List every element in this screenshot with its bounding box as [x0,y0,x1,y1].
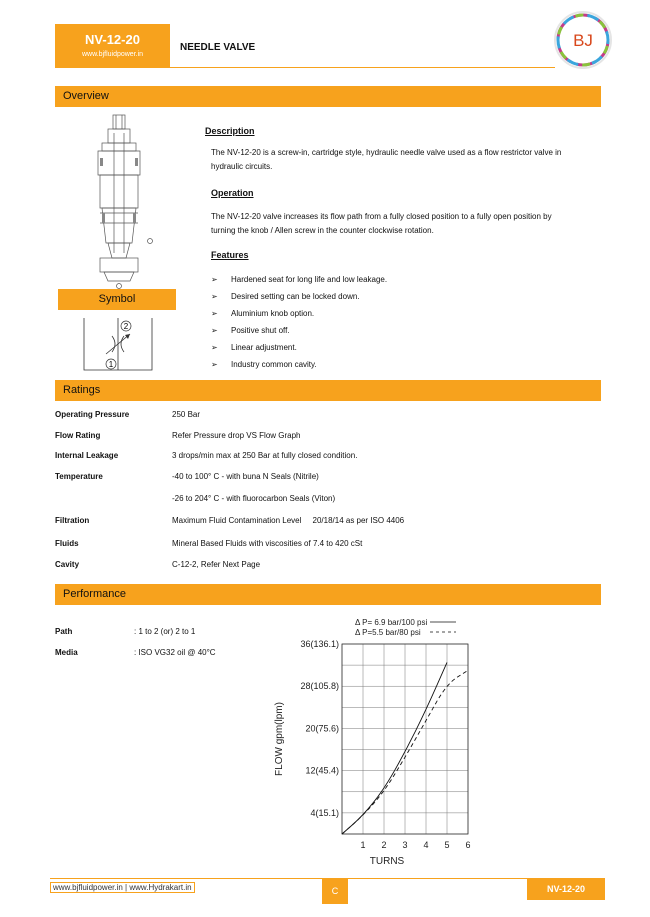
feature-item: ➢ Desired setting can be locked down. [211,292,360,301]
x-tick-label: 5 [444,840,450,850]
bullet-arrow-icon: ➢ [211,275,218,284]
rating-label: Cavity [55,560,80,569]
y-tick-label: 36(136.1) [300,639,339,649]
header-divider [55,67,555,68]
description-heading: Description [205,126,255,136]
company-logo [553,10,613,70]
bullet-arrow-icon: ➢ [211,360,218,369]
header-code-box [55,24,170,68]
rating-value: Mineral Based Fluids with viscosities of 7.4 to 420 cSt [172,539,363,548]
rating-value: 250 Bar [172,410,201,419]
media-label: Media [55,648,78,657]
rating-value: Refer Pressure drop VS Flow Graph [172,431,301,440]
y-axis-label: FLOW gpm(lpm) [274,702,285,776]
operation-text-line2: turning the knob / Allen screw in the counter clockwise rotation. [211,226,434,235]
page-title: NEEDLE VALVE [180,42,256,53]
rating-label: Filtration [55,516,90,525]
legend-label: Δ P=5.5 bar/80 psi [355,628,421,637]
bullet-arrow-icon: ➢ [211,343,218,352]
y-tick-label: 28(105.8) [300,681,339,692]
feature-item: ➢ Hardened seat for long life and low leakage. [211,275,388,284]
series-line-1 [342,662,447,834]
footer-links[interactable]: www.bjfluidpower.in | www.Hydrakart.in [50,882,195,893]
rating-label: Operating Pressure [55,410,130,419]
rating-label: Flow Rating [55,431,101,440]
y-tick-label: 4(15.1) [310,807,339,818]
feature-item: ➢ Linear adjustment. [211,343,297,352]
x-tick-label: 3 [402,840,408,850]
operation-heading: Operation [211,188,254,198]
rating-value: -26 to 204° C - with fluorocarbon Seals (Viton) [172,494,336,503]
svg-text:2: 2 [123,322,129,331]
bullet-arrow-icon: ➢ [211,292,218,301]
features-heading: Features [211,250,249,260]
path-label: Path [55,627,73,636]
feature-item: ➢ Aluminium knob option. [211,309,315,318]
description-text-line2: hydraulic circuits. [211,162,273,171]
x-tick-label: 4 [423,840,429,850]
operation-text-line1: The NV-12-20 valve increases its flow path from a fully closed position to a fully open position by [211,212,552,221]
bullet-arrow-icon: ➢ [211,326,218,335]
x-tick-label: 1 [360,840,366,850]
page-marker: C [322,878,348,904]
media-value: : ISO VG32 oil @ 40°C [134,648,216,657]
features-list [211,275,387,377]
valve-symbol [82,316,154,372]
rating-value: 3 drops/min max at 250 Bar at fully closed condition. [172,451,358,460]
x-tick-label: 6 [465,840,471,850]
flow-vs-turns-chart [260,610,480,872]
rating-value: Maximum Fluid Contamination Level 20/18/14 as per ISO 4406 [172,516,405,525]
product-code: NV-12-20 [85,32,140,47]
svg-text:1: 1 [108,360,114,369]
rating-label: Temperature [55,472,103,481]
rating-value: C-12-2, Refer Next Page [172,560,261,569]
legend-label: Δ P= 6.9 bar/100 psi [355,618,428,627]
rating-label: Fluids [55,539,79,548]
svg-text:BJ: BJ [573,31,593,50]
footer-product-code: NV-12-20 [527,879,605,900]
performance-bar: Performance [55,584,601,605]
y-tick-label: 12(45.4) [305,765,339,776]
x-axis-label: TURNS [369,856,405,867]
feature-item: ➢ Industry common cavity. [211,360,317,369]
description-text-line1: The NV-12-20 is a screw-in, cartridge style, hydraulic needle valve used as a flow restrictor valve in [211,148,562,157]
symbol-bar: Symbol [58,289,176,310]
overview-bar: Overview [55,86,601,107]
bullet-arrow-icon: ➢ [211,309,218,318]
x-tick-label: 2 [381,840,387,850]
feature-item: ➢ Positive shut off. [211,326,290,335]
valve-drawing [78,113,168,291]
y-tick-label: 20(75.6) [305,723,339,734]
header-url[interactable]: www.bjfluidpower.in [81,51,144,58]
rating-value: -40 to 100° C - with buna N Seals (Nitrile) [172,472,319,481]
path-value: : 1 to 2 (or) 2 to 1 [134,627,196,636]
ratings-bar: Ratings [55,380,601,401]
rating-label: Internal Leakage [55,451,119,460]
